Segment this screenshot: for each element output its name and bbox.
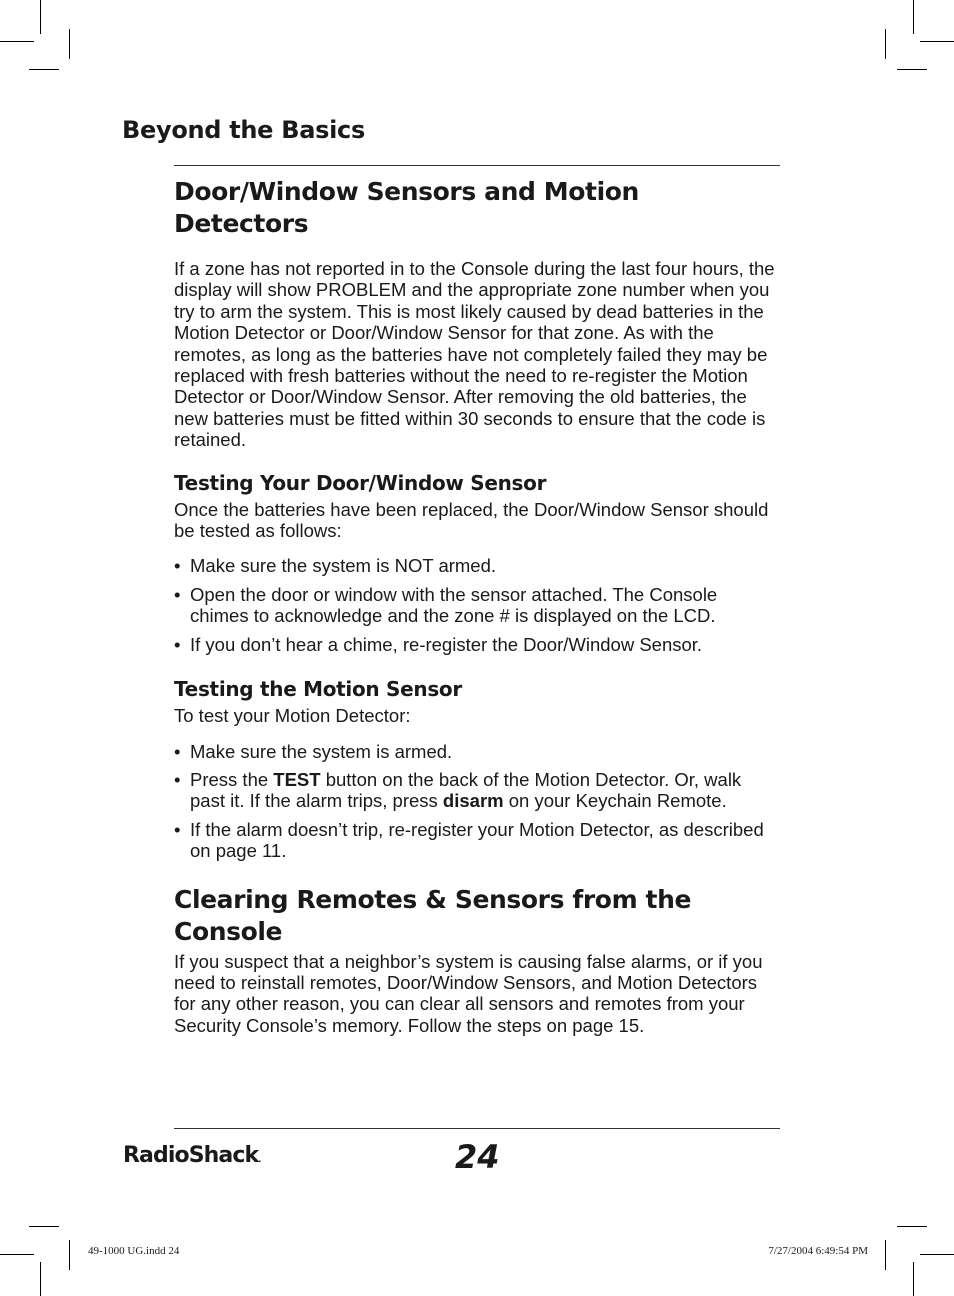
list-item: • Press the TEST button on the back of the Motion Detector. Or, walk past it. If the alarm trips, press disarm on your Keychain Remote. bbox=[174, 769, 780, 812]
list-item: • If you don’t hear a chime, re-register the Door/Window Sensor. bbox=[174, 634, 780, 655]
crop-mark bbox=[897, 69, 927, 70]
list-item: • If the alarm doesn’t trip, re-register your Motion Detector, as described on page 11. bbox=[174, 819, 780, 862]
clearing-body: If you suspect that a neighbor’s system is causing false alarms, or if you need to reinstall remotes, Door/Window Sensors, and Motion Detectors for any other reason, you can clear all sensors and remotes from your Security Console’s memory. Follow the steps on page 15. bbox=[174, 950, 763, 1036]
section-header: Beyond the Basics bbox=[122, 116, 365, 144]
disarm-button-label: disarm bbox=[442, 790, 504, 812]
section-title-sensors: Door/Window Sensors and Motion Detectors bbox=[174, 177, 639, 238]
test-button-label: TEST bbox=[273, 768, 321, 790]
page-number: 24 bbox=[455, 1138, 500, 1176]
section-title-clearing: Clearing Remotes & Sensors from the Console bbox=[174, 884, 692, 946]
door-test-steps bbox=[174, 555, 780, 655]
crop-mark bbox=[40, 0, 41, 34]
list-item: • Make sure the system is NOT armed. bbox=[174, 555, 780, 576]
crop-mark bbox=[29, 69, 59, 70]
crop-mark bbox=[29, 1226, 59, 1227]
crop-mark bbox=[69, 29, 70, 59]
main-content bbox=[174, 176, 780, 1036]
crop-mark bbox=[0, 1254, 34, 1255]
sensors-intro: If a zone has not reported in to the Console during the last four hours, the display will show PROBLEM and the appropriate zone number when you try to arm the system. This is most likely caused by dead batteries in the Motion Detector or Door/Window Sensor for that zone. As with the remotes, as long as the batteries have not completely failed they may be replaced with fresh batteries without the need to re-register the Motion Detector or Door/Window Sensor. After removing the old batteries, the new batteries must be fitted within 30 seconds to ensure that the code is retained. bbox=[174, 258, 775, 451]
crop-mark bbox=[913, 0, 914, 34]
header-rule bbox=[174, 165, 780, 166]
crop-mark bbox=[913, 1262, 914, 1296]
crop-mark bbox=[920, 1254, 954, 1255]
list-item: • Open the door or window with the sensor attached. The Console chimes to acknowledge and the zone # is displayed on the LCD. bbox=[174, 584, 780, 627]
motion-test-steps bbox=[174, 741, 780, 862]
crop-mark bbox=[897, 1226, 927, 1227]
slug-file: 49-1000 UG.indd 24 bbox=[88, 1245, 180, 1257]
footer-rule bbox=[174, 1128, 780, 1129]
crop-mark bbox=[69, 1240, 70, 1270]
door-test-intro: Once the batteries have been replaced, the Door/Window Sensor should be tested as follows: bbox=[174, 498, 769, 542]
crop-mark bbox=[920, 41, 954, 42]
crop-mark bbox=[0, 41, 34, 42]
crop-mark bbox=[885, 29, 886, 59]
slug-date: 7/27/2004 6:49:54 PM bbox=[768, 1245, 868, 1257]
crop-mark bbox=[885, 1240, 886, 1270]
radioshack-logo: RadioShack. bbox=[123, 1143, 261, 1168]
list-item: • Make sure the system is armed. bbox=[174, 741, 780, 762]
crop-mark bbox=[40, 1262, 41, 1296]
subsection-title-door: Testing Your Door/Window Sensor bbox=[174, 470, 547, 495]
motion-test-intro: To test your Motion Detector: bbox=[174, 705, 411, 727]
subsection-title-motion: Testing the Motion Sensor bbox=[174, 677, 462, 702]
